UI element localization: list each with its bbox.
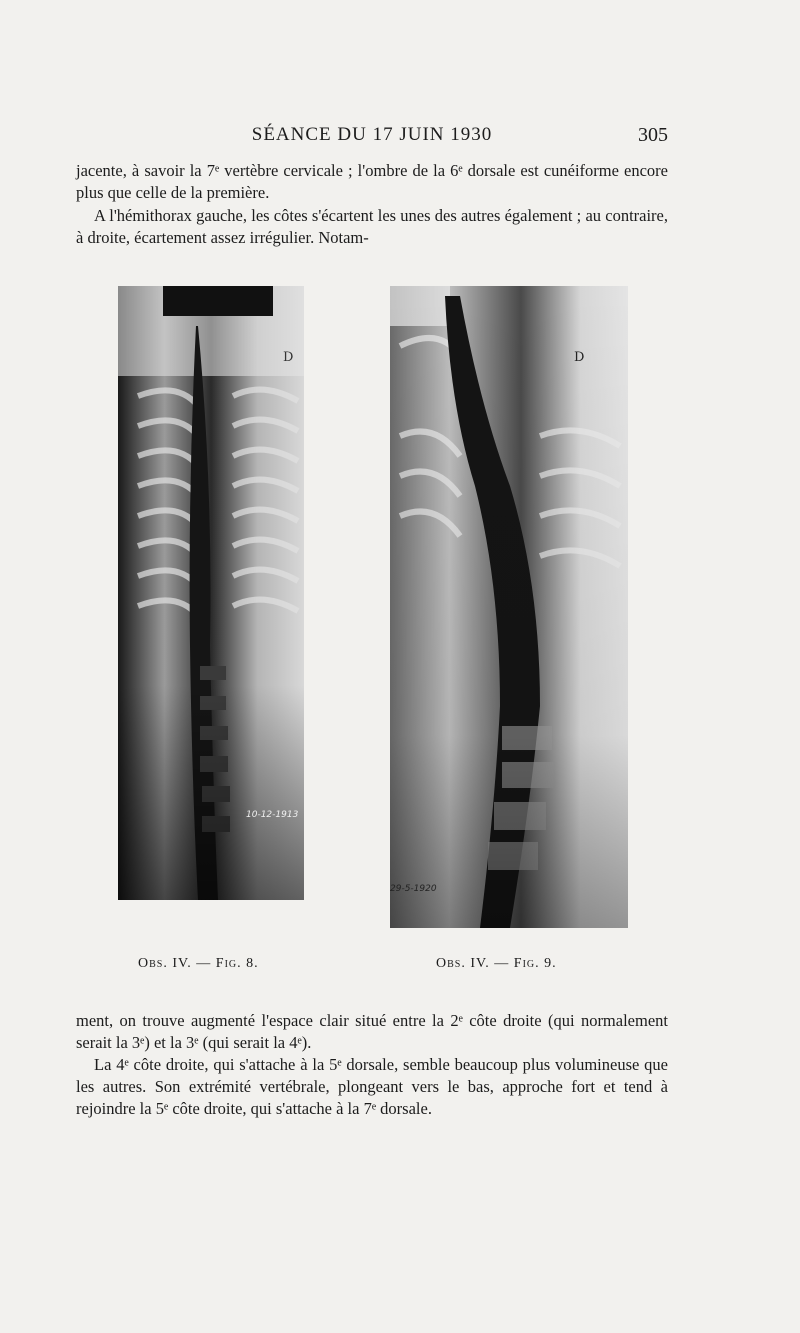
xray-figure-9: [390, 286, 628, 928]
paragraph-3: ment, on trouve augmenté l'espace clair situé entre la 2ᵉ côte droite (qui normalement serait la 3ᵉ) et la 3ᵉ (qui serait la 4ᵉ).: [76, 1011, 668, 1052]
paragraph-4: La 4ᵉ côte droite, qui s'attache à la 5ᵉ dorsale, semble beaucoup plus volumineuse que les autres. Son extrémité vertébrale, plongeant vers le bas, approche fort et tend à rejoindre la 5ᵉ côte droite, qui s'attache à la 7ᵉ dorsale.: [76, 1055, 668, 1118]
xray-image-9: [390, 286, 628, 928]
date-note-9: 29-5-1920: [390, 884, 437, 894]
running-head: [76, 124, 668, 152]
figure-8-caption: Obs. IV. — Fig. 8.: [138, 956, 259, 971]
figure-9-caption: Obs. IV. — Fig. 9.: [436, 956, 557, 971]
page-number: 305: [638, 124, 668, 146]
running-title: SÉANCE DU 17 JUIN 1930: [251, 124, 493, 145]
date-note-8: 10-12-1913: [246, 810, 299, 820]
side-mark-9: D: [574, 350, 585, 365]
side-mark-8: D: [283, 350, 294, 365]
paragraph-2: A l'hémithorax gauche, les côtes s'écartent les unes des autres également ; au contraire, à droite, écartement assez irrégulier. Notam-: [76, 206, 668, 247]
paragraph-1: jacente, à savoir la 7ᵉ vertèbre cervicale ; l'ombre de la 6ᵉ dorsale est cunéiforme encore plus que celle de la première.: [76, 161, 668, 202]
xray-image-8: [118, 286, 304, 900]
xray-figure-8: [118, 286, 304, 900]
